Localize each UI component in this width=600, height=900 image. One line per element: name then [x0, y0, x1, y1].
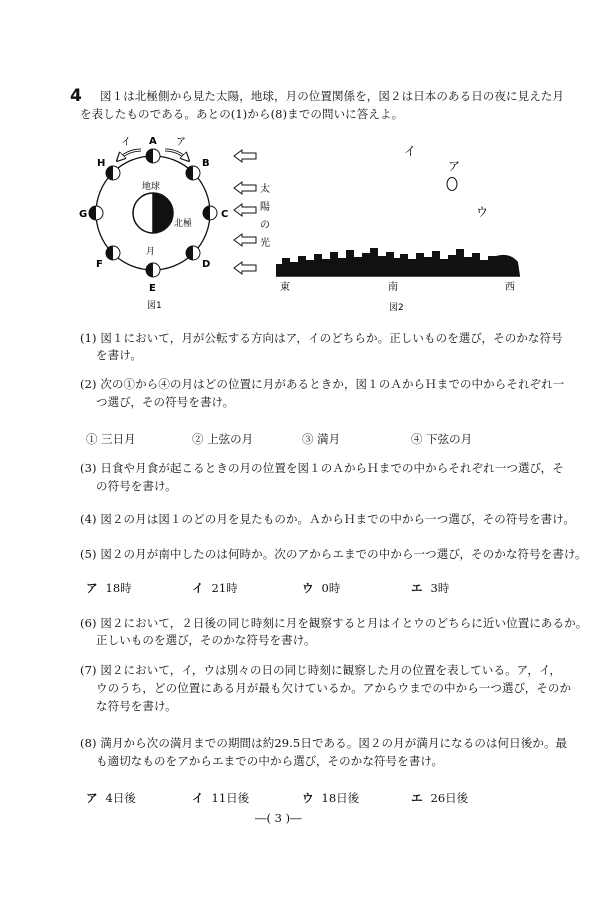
q8-option-mark: エ: [411, 791, 423, 805]
label-u: ウ: [476, 205, 489, 219]
question-number: 4: [70, 86, 82, 106]
sunlight-arrow-icon: [234, 234, 256, 246]
position-label: G: [79, 209, 88, 220]
q8-option-mark: ウ: [302, 791, 314, 805]
figure-2: [272, 140, 532, 320]
q7-line-2: ウのうち，どの位置にある月が最も欠けているか。アからウまでの中から一つ選び，そのか: [96, 681, 572, 695]
q7-line-3: な符号を書け。: [96, 699, 177, 713]
label-a: ア: [448, 159, 461, 173]
moon-C-icon: [203, 206, 217, 220]
q8-option: [192, 790, 249, 806]
q8-option-mark: イ: [192, 791, 204, 805]
moon-H-icon: [106, 166, 120, 180]
q1-line-1: (1) 図１において，月が公転する方向はア，イのどちらか。正しいものを選び，そのかな符号: [80, 331, 563, 345]
q7-line-1: (7) 図２において，イ，ウは別々の日の同じ時刻に観察した月の位置を表している。ア，イ，: [80, 663, 562, 677]
q5-option-text: 3時: [430, 581, 450, 595]
moon-G-icon: [89, 206, 103, 220]
q1-line-2: を書け。: [96, 348, 142, 362]
direction-east: 東: [280, 282, 290, 293]
position-label: C: [221, 209, 229, 220]
q5-option-mark: イ: [192, 581, 204, 595]
q2-option: ③ 満月: [302, 432, 341, 446]
position-label: H: [97, 158, 106, 169]
sunlight-arrow-icon: [234, 182, 256, 194]
intro-line-1: 図１は北極側から見た太陽，地球，月の位置関係を，図２は日本のある日の夜に見えた月: [100, 89, 564, 103]
q5-option-text: 0時: [321, 581, 341, 595]
q5-line-1: (5) 図２の月が南中したのは何時か。次のアからエまでの中から一つ選び，そのかな符号を書け。: [80, 547, 587, 561]
q3-line-1: (3) 日食や月食が起こるときの月の位置を図１のＡからＨまでの中からそれぞれ一つ選び，そ: [80, 461, 564, 475]
q6-line-2: 正しいものを選び，そのかな符号を書け。: [96, 633, 316, 647]
label-i: イ: [404, 144, 417, 158]
moon-label: 月: [146, 247, 156, 257]
q8-line-2: も適切なものをアからエまでの中から選び，そのかな符号を書け。: [96, 754, 444, 768]
direction-south: 南: [388, 282, 398, 293]
q5-option-mark: ア: [86, 581, 98, 595]
q2-option: ④ 下弦の月: [411, 432, 473, 446]
sunlight-arrow-icon: [234, 262, 256, 274]
fig2-caption: 図2: [389, 303, 404, 313]
earth-icon: [133, 193, 173, 233]
q8-option: [411, 790, 468, 806]
position-label: A: [149, 136, 157, 147]
sunlight-label-char: の: [260, 220, 270, 231]
moon-a-icon: [447, 178, 457, 191]
q2-line-1: (2) 次の①から④の月はどの位置に月があるときか，図１のＡからＨまでの中からそれぞれ一: [80, 377, 565, 391]
moon-E-icon: [146, 263, 160, 277]
q8-option-text: 4日後: [105, 791, 136, 805]
sunlight-label-char: 太: [260, 184, 270, 195]
north-pole-label: 北極: [174, 219, 193, 229]
q2-option: ① 三日月: [86, 432, 136, 446]
intro-line-2: を表したものである。あとの(1)から(8)までの問いに答えよ。: [80, 107, 404, 121]
q5-option: [302, 580, 340, 596]
q5-option: [411, 580, 449, 596]
q8-line-1: (8) 満月から次の満月までの期間は約29.5日である。図２の月が満月になるのは何日後か。最: [80, 736, 568, 750]
q6-line-1: (6) 図２において，２日後の同じ時刻に月を観察すると月はイとウのどちらに近い位置にあるか。: [80, 616, 588, 630]
q4-line-1: (4) 図２の月は図１のどの月を見たものか。ＡからＨまでの中から一つ選び，その符号を書け。: [80, 512, 576, 526]
sunlight-label-char: 陽: [260, 202, 270, 213]
position-label: F: [96, 259, 103, 270]
position-label: E: [149, 283, 156, 294]
q8-option-mark: ア: [86, 791, 98, 805]
q5-option-mark: エ: [411, 581, 423, 595]
position-label: D: [202, 259, 211, 270]
moon-F-icon: [106, 246, 120, 260]
q5-option-text: 18時: [105, 581, 132, 595]
q5-option-mark: ウ: [302, 581, 314, 595]
q2-line-2: つ選び，その符号を書け。: [96, 395, 235, 409]
sunlight-arrow-icon: [234, 204, 256, 216]
q3-line-2: の符号を書け。: [96, 479, 177, 493]
moon-A-icon: [146, 149, 160, 163]
q2-option: ② 上弦の月: [192, 432, 254, 446]
q8-option-text: 11日後: [211, 791, 250, 805]
fig1-caption: 図1: [147, 301, 162, 311]
q8-option-text: 18日後: [321, 791, 360, 805]
direction-west: 西: [505, 282, 515, 293]
position-label: B: [202, 158, 210, 169]
arrow-i-label: イ: [121, 137, 131, 148]
earth-label: 地球: [142, 182, 161, 192]
sunlight-arrows: [232, 148, 277, 278]
q5-option: [86, 580, 132, 596]
q8-option: [302, 790, 359, 806]
q5-option-text: 21時: [211, 581, 238, 595]
moon-D-icon: [186, 246, 200, 260]
sunlight-arrow-icon: [234, 150, 256, 162]
skyline-silhouette: [276, 248, 520, 276]
arrow-a-label: ア: [176, 137, 186, 148]
sunlight-label-char: 光: [260, 238, 270, 249]
moon-B-icon: [186, 166, 200, 180]
q5-option: [192, 580, 238, 596]
q8-option: [86, 790, 136, 806]
page-number: ―( 3 )―: [255, 811, 302, 825]
q8-option-text: 26日後: [430, 791, 469, 805]
